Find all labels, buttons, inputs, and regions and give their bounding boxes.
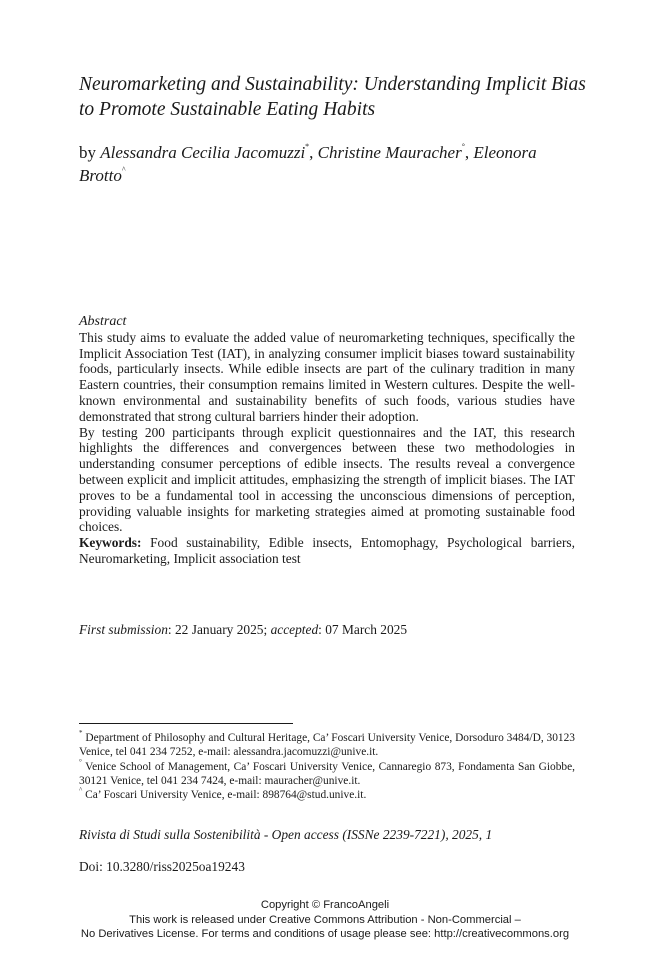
footnote [79,731,575,760]
keywords-label: Keywords: [79,535,142,551]
doi: Doi: 10.3280/riss2025oa19243 [79,859,245,874]
keywords-list: Food sustainability, Edible insects, Entomophagy, Psychological barriers, Neuromarketing, Implicit association test [79,535,575,566]
author-separator: , [309,143,318,162]
keywords [79,535,575,567]
author-affiliation-mark: ^ [121,165,126,174]
journal-citation: Rivista di Studi sulla Sostenibilità - Open access (ISSNe 2239-7221), 2025, 1 [79,827,493,842]
author-affiliation-mark: ° [461,142,465,151]
accepted-date: : 07 March 2025 [318,622,408,637]
license-line: No Derivatives License. For terms and conditions of usage please see: http://creativecommons.org [80,928,570,940]
submission-dates [79,622,407,638]
abstract-paragraph: This study aims to evaluate the added value of neuromarketing techniques, specifically the Implicit Association Test (IAT), in analyzing consumer implicit biases toward sustainability foods, particularly insects. While edible insects are part of the culinary tradition in many Eastern countries, their consumption remains limited in Western cultures. Despite the well-known environmental and sustainability benefits of such foods, various studies have demonstrated that strong cultural barriers hinder their adoption. [79,329,575,424]
author-name: Alessandra Cecilia Jacomuzzi [100,143,306,162]
abstract-section [79,314,575,567]
footnote-mark: ^ [79,786,83,795]
copyright-line: Copyright © FrancoAngeli [260,899,390,911]
footnote-text: Department of Philosophy and Cultural Heritage, Ca’ Foscari University Venice, Dorsoduro 3484/D, 30123 Venice, tel 041 234 7252, e-mail: alessandra.jacomuzzi@unive.it. [79,732,575,759]
first-submission-label: First submission [79,622,168,637]
footnote-text: Ca’ Foscari University Venice, e-mail: 898764@stud.unive.it. [82,789,367,802]
paper-title: Neuromarketing and Sustainability: Understanding Implicit Bias to Promote Sustainable Eating Habits [79,74,586,120]
footnote-mark: * [79,729,83,737]
footnotes [79,731,575,802]
footnote [79,788,575,802]
author-byline [79,141,579,187]
copyright-notice [0,898,650,942]
footnote [79,757,575,789]
author-name: Eleonora Brotto [79,143,537,185]
license-line: This work is released under Creative Commons Attribution - Non-Commercial – [129,913,521,926]
footnote-mark: ° [79,757,82,766]
author-affiliation-mark: * [305,142,310,151]
abstract-heading: Abstract [79,314,127,329]
abstract-paragraph: By testing 200 participants through explicit questionnaires and the IAT, this research highlights the differences and convergences between these two methodologies in understanding consumer perceptions of edible insects. The results reveal a convergence between explicit and implicit attitudes, emphasizing the strength of implicit biases. The IAT proves to be a fundamental tool in accessing the unconscious dimensions of perception, providing valuable insights for marketing strategies aimed at promoting sustainable food choices. [79,424,575,535]
author-name: Christine Mauracher [317,143,462,162]
first-submission-date: : 22 January 2025; [167,622,271,637]
accepted-label: accepted [270,622,319,637]
author-separator: , [464,143,474,162]
footnote-divider [79,723,293,724]
footnote-text: Venice School of Management, Ca’ Foscari University Venice, Cannaregio 873, Fondamenta San Giobbe, 30121 Venice, tel 041 234 7424, e-mail: mauracher@unive.it. [79,760,575,787]
by-label: by [79,143,96,162]
